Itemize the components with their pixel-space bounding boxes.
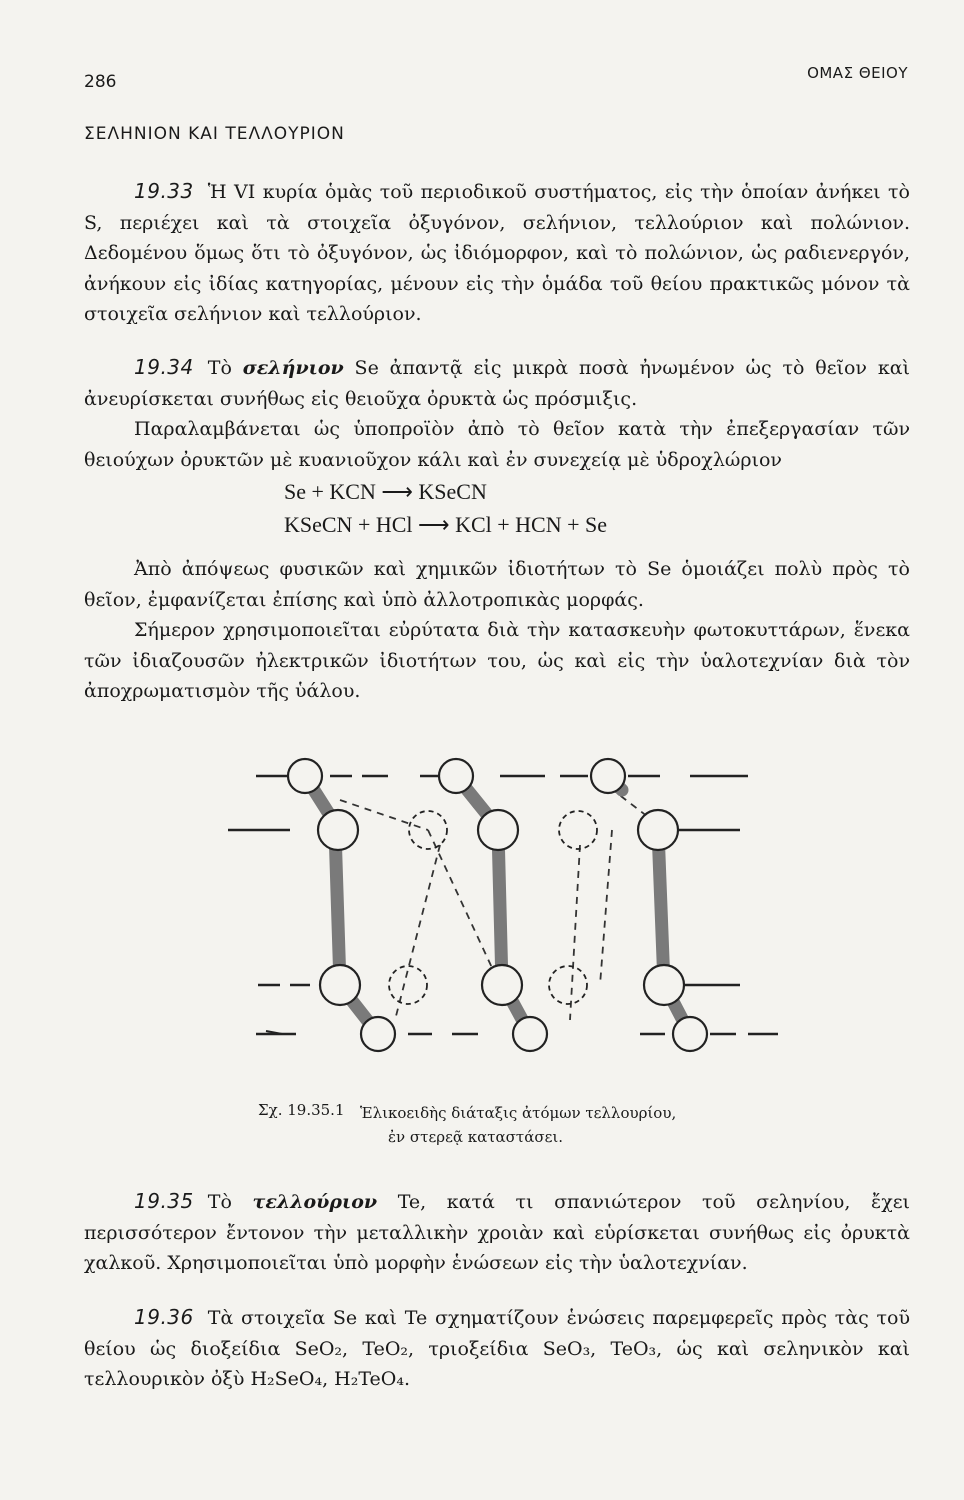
paragraph-text: Ἡ VI κυρία ὁμὰς τοῦ περιοδικοῦ συστήματος, εἰς τὴν ὁποίαν ἀνήκει τὸ S, περιέχει καὶ τὰ στοιχεῖα ὀξυγόνον, σελήνιον, τελλούριον καὶ πολώνιον. Δεδομένου ὅμως ὅτι τὸ ὀξυγόνον, ὡς ἰδιόμορφον, καὶ τὸ πολώνιον, ὡς ραδιενεργόν, ἀνήκουν εἰς ἰδίας κατηγορίας, μένουν εἰς τὴν ὁμάδα τοῦ θείου πρακτικῶς μόνον τὰ στοιχεῖα σελήνιον καὶ τελλούριον. (84, 181, 910, 325)
figure-label: Σχ. 19.35.1 (258, 1101, 345, 1119)
section-number: 19.36 (134, 1305, 194, 1329)
paragraph-text: Te, κατά τι σπανιώτερον τοῦ σεληνίου, ἔχει περισσότερον ἔντονον τὴν μεταλλικὴν χροιὰν καὶ εὑρίσκεται συνήθως εἰς ὀρυκτὰ χαλκοῦ. Χρησιμοποιεῖται ὑπὸ μορφὴν ἑνώσεων εἰς τὴν ὑαλοτεχνίαν. (84, 1191, 911, 1274)
running-title: ΟΜΑΣ ΘΕΙΟΥ (807, 64, 908, 82)
paragraph-text: Se ἀπαντᾷ εἰς μικρὰ ποσὰ ἠνωμένον ὡς τὸ θεῖον καὶ ἀνευρίσκεται συνήθως εἰς θειοῦχα ὀρυκτὰ ὡς πρόσμιξις. (84, 357, 910, 410)
paragraph-19-35 (84, 1186, 910, 1279)
intro-word: Τὸ (207, 1191, 232, 1213)
equation-2: KSeCN + HCl ⟶ KCl + HCN + Se (284, 512, 608, 537)
term-selenium: σελήνιον (242, 357, 344, 379)
paragraph-text: Τὰ στοιχεῖα Se καὶ Te σχηματίζουν ἑνώσεις παρεμφερεῖς πρὸς τὰς τοῦ θείου ὡς διοξείδια SeO₂, TeO₂, τριοξείδια SeO₃, TeO₃, ὡς καὶ σεληνικὸν καὶ τελλουρικὸν ὀξὺ H₂SeO₄, H₂TeO₄. (84, 1307, 910, 1390)
page-number: 286 (84, 72, 117, 92)
intro-word: Τὸ (207, 357, 232, 379)
figure-caption (360, 1101, 676, 1149)
caption-line-1: Ἑλικοειδὴς διάταξις ἀτόμων τελλουρίου, (360, 1104, 677, 1122)
paragraph-text-3: Ἀπὸ ἀπόψεως φυσικῶν καὶ χημικῶν ἰδιοτήτων τὸ Se ὁμοιάζει πολὺ πρὸς τὸ θεῖον, ἐμφανίζεται ἐπίσης καὶ ὑπὸ ἀλλοτροπικὰς μορφάς. (84, 558, 910, 611)
section-number: 19.34 (134, 355, 194, 379)
caption-line-2: ἐν στερεᾷ καταστάσει. (388, 1128, 563, 1146)
equation-1: Se + KCN ⟶ KSeCN (284, 479, 487, 504)
term-tellurium: τελλούριον (252, 1191, 378, 1213)
section-title: ΣΕΛΗΝΙΟΝ ΚΑΙ ΤΕΛΛΟΥΡΙΟΝ (84, 124, 345, 144)
paragraph-text-4: Σήμερον χρησιμοποιεῖται εὐρύτατα διὰ τὴν κατασκευὴν φωτοκυττάρων, ἕνεκα τῶν ἰδιαζουσῶν ἠλεκτρικῶν ἰδιοτήτων του, ὡς καὶ εἰς τὴν ὑαλοτεχνίαν διὰ τὸν ἀποχρωματισμὸν τῆς ὑάλου. (84, 619, 910, 702)
paragraph-text-2: Παραλαμβάνεται ὡς ὑποπροϊὸν ἀπὸ τὸ θεῖον κατὰ τὴν ἐπεξεργασίαν τῶν θειούχων ὀρυκτῶν μὲ κυανιοῦχον κάλι καὶ ἐν συνεχείᾳ μὲ ὑδροχλώριον (84, 418, 910, 471)
paragraph-19-36 (84, 1302, 910, 1395)
section-number: 19.35 (134, 1189, 194, 1213)
section-number: 19.33 (134, 179, 194, 203)
